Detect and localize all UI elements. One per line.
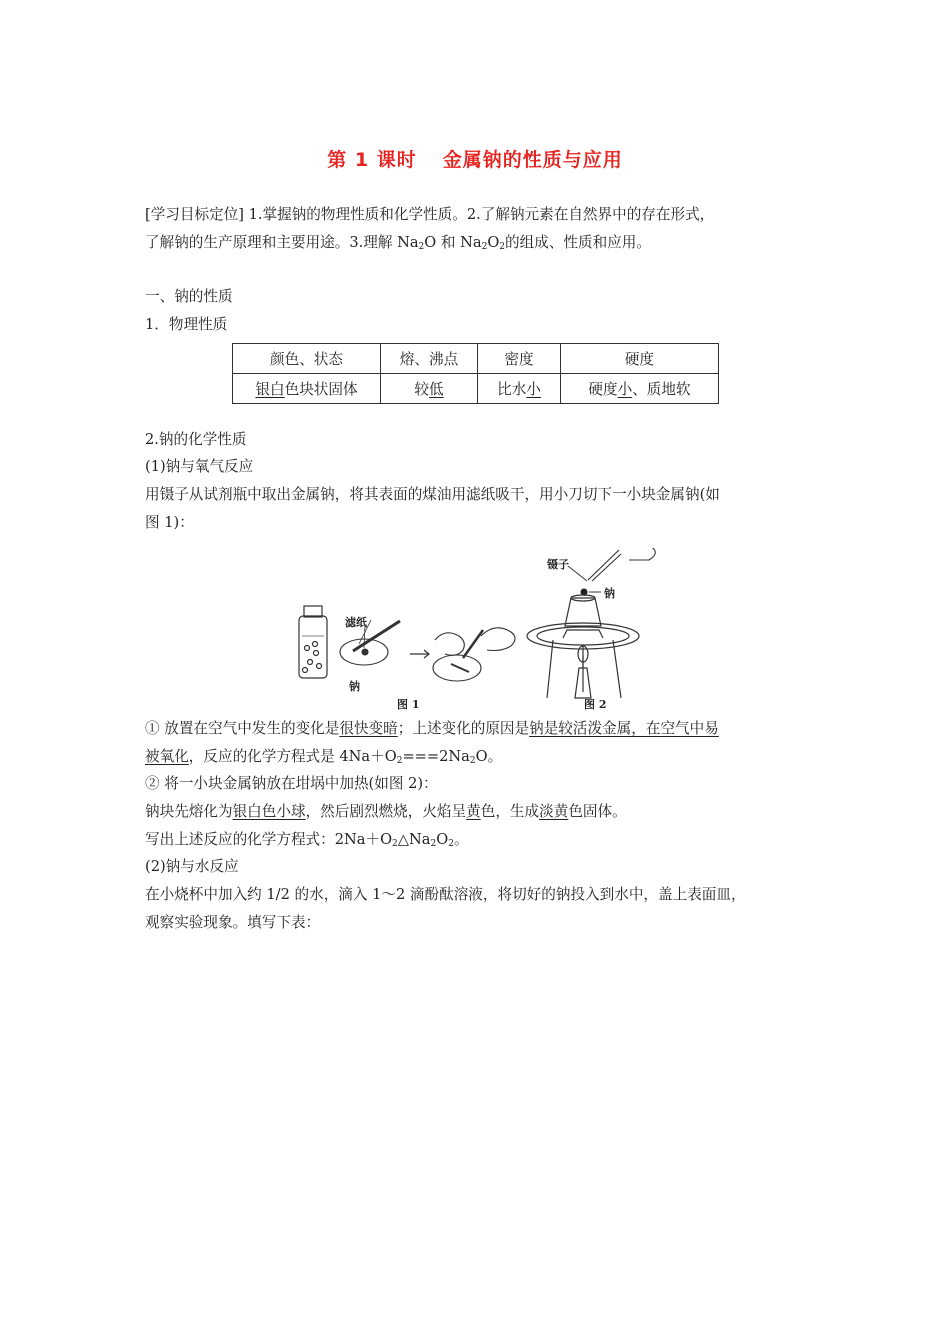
question-1-line-2: 被氧化，反应的化学方程式是 $4Na+O_2===2Na_2O$。 xyxy=(145,748,503,766)
label-tweezers: 镊子 xyxy=(547,558,569,571)
table-header: 硬度 xyxy=(561,344,719,374)
table-header: 熔、沸点 xyxy=(381,344,478,374)
question-2: ② 将一小块金属钠放在坩埚中加热(如图 2)： xyxy=(145,775,438,792)
subheading-oxygen: (1)钠与氧气反应 xyxy=(145,458,254,475)
table-cell-color: 银白色块状固体 xyxy=(233,374,381,404)
paragraph: 图 1)： xyxy=(145,514,194,531)
table-cell-density: 比水小 xyxy=(478,374,561,404)
lesson-number: 第 1 课时 xyxy=(327,149,417,171)
figure-caption-1: 图 1 xyxy=(397,698,420,711)
section-heading: 一、钠的性质 xyxy=(145,288,233,305)
label-sodium: 钠 xyxy=(604,587,615,600)
tweezers-pointer-line xyxy=(568,566,587,581)
subheading-water: (2)钠与水反应 xyxy=(145,858,239,875)
lesson-topic: 金属钠的性质与应用 xyxy=(442,149,623,171)
figure-caption-2: 图 2 xyxy=(584,698,607,711)
objectives-label: [学习目标定位] xyxy=(145,206,244,223)
table-cell-melting: 较低 xyxy=(381,374,478,404)
tweezers-icon xyxy=(588,548,655,581)
physical-heading: 1．物理性质 xyxy=(145,316,228,333)
paragraph: 用镊子从试剂瓶中取出金属钠，将其表面的煤油用滤纸吸干，用小刀切下一小块金属钠(如 xyxy=(145,486,720,503)
sodium-piece-icon xyxy=(581,589,588,596)
question-2-observation: 钠块先熔化为银白色小球，然后剧烈燃烧，火焰呈黄色，生成淡黄色固体。 xyxy=(145,803,627,820)
table-header: 密度 xyxy=(478,344,561,374)
physical-properties-table xyxy=(232,343,719,404)
experiment-figure xyxy=(285,548,665,716)
question-2-equation: 写出上述反应的化学方程式：$2Na+O_2\triangle Na_2O_2$。 xyxy=(145,831,469,849)
objectives-line-2: 了解钠的生产原理和主要用途。3.理解 $Na_2O$ 和 $Na_2O_2$的组成、性质和应用。 xyxy=(145,234,651,252)
paragraph: 观察实验现象。填写下表： xyxy=(145,914,321,931)
tripod-crucible-icon xyxy=(527,595,639,698)
question-1-line-1: ① 放置在空气中发生的变化是很快变暗；上述变化的原因是钠是较活泼金属，在空气中易 xyxy=(145,720,719,737)
chemical-heading: 2.钠的化学性质 xyxy=(145,431,247,448)
table-header: 颜色、状态 xyxy=(233,344,381,374)
label-sodium: 钠 xyxy=(349,680,360,693)
arrow-icon xyxy=(410,650,429,658)
page-title xyxy=(0,145,950,172)
label-filter-paper: 滤纸 xyxy=(345,616,367,629)
reagent-bottle-icon xyxy=(299,606,327,678)
table-cell-hardness: 硬度小、质地软 xyxy=(561,374,719,404)
cutting-hands-icon xyxy=(433,628,515,681)
objectives-line-1: [学习目标定位] 1.掌握钠的物理性质和化学性质。2.了解钠元素在自然界中的存在形式， xyxy=(145,206,715,223)
table-row xyxy=(233,374,719,404)
table-header-row xyxy=(233,344,719,374)
paragraph: 在小烧杯中加入约 1/2 的水，滴入 1～2 滴酚酞溶液，将切好的钠投入到水中，盖上表面皿， xyxy=(145,886,746,903)
